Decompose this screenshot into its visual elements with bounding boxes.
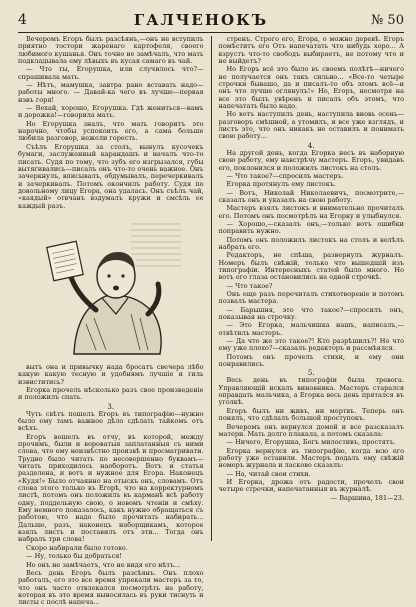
paragraph: Съѣлъ Егорушка за столъ, вынулъ кусочекъ бумаги, заслуженный карандашъ и началъ что-то писать. Судя по тому, что зубъ его изгрызался, губы вытягивались—писалъ онъ что-то очень важное. Онъ зачеркнулъ, вписывалъ, обдумывалъ, перечеркивалъ и зачеркивалъ. Потомъ окончилъ работу. Судя по довольному лицу Егора, она удалась. Онъ съѣлъ чaй, «каядый» отвчанъ вздумалъ кружи и смсѣль ее каждый разъ.: [18, 142, 204, 210]
paragraph: стренъ. Строго его, Егора, о можно деревѣ. Егоръ помѣститъ его Отъ напечатать что нибудь хоро... А взрустъ что-то свободъ выбираетъ, не потому что и не выйдетъ?: [218, 35, 404, 66]
paragraph: Скоро набирали было готово.: [26, 543, 128, 552]
paragraph: Онъ еще разъ перечиталъ стихотвореніе и потомъ позвалъ мастера.: [218, 290, 404, 306]
engraving-figure: [36, 214, 186, 360]
paragraph: — Что ты, Егорушка, или случилось что?—спрашивала мать.: [18, 65, 204, 81]
paragraph: Егоръ былъ ни живъ, ни мертвъ. Теперь онъ понялъ, что сдѣлалъ большой проступокъ.: [218, 406, 404, 423]
paragraph: На другой день, когда Егорка несъ въ наборную свою работу, ему навстрѣчу мастеръ. Егоръ, увидавъ его, поклонился и положилъ листокъ на столъ.: [218, 148, 404, 172]
paragraph: — Да что же это такое?! Кто разрѣшилъ?! Но что ему уже плохо?—сказалъ редакторъ и рассмѣялся.: [218, 337, 404, 353]
paragraph: Весь день Егоръ былъ разсѣянъ. Онъ плохо работалъ, его это все время упрекали мастеръ за то, что онъ часто отвлекался посмотрѣть на работу, которая въ это время выносилась въ руки тиснуть и листы с послѣ напеча...: [18, 568, 204, 607]
paragraph: Вечеромъ онъ вернулся домой и все разсказалъ матери. Мать долго плакала, а потомъ сказала:: [218, 422, 404, 438]
text-columns: [18, 35, 404, 607]
paragraph: Потомъ онъ прочелъ стихи, и ему они понравились.: [218, 352, 404, 369]
page-header: [18, 10, 404, 33]
paragraph: — Это Егорка, мальчишка нашъ, написалъ,—отвѣтилъ мастеръ.: [218, 321, 404, 337]
paragraph: Но Егоръ всё это было въ своемъ полѣтѣ—ничего не получается онъ такъ сильно... «Все-то четыре строчки бывашо, да и писалъ-то объ этомъ всё—и онъ что лучше оглянулъ!» Но, Егоръ, несмотря на все это былъ увѣренъ и писалъ объ этомъ, что напечатать было надо.: [218, 65, 404, 111]
paragraph: — Вотъ, Николай Николаевичъ, посмотрите,—сказалъ онъ и указалъ на свою работу.: [218, 188, 404, 204]
section-number: 5.: [307, 369, 315, 378]
paragraph: Но онъ не замѣчаетъ, что не видя его нѣтъ...: [26, 560, 181, 569]
issue-number: № 50: [371, 12, 404, 28]
paragraph: Егорка прочелъ нѣсколько разъ свое произведеніе и положилъ спать.: [18, 385, 204, 402]
paragraph: — Ничего, Егорушка, Богъ милостивъ, простятъ.: [226, 438, 396, 447]
paragraph: — На, читай свои стихи.: [226, 469, 311, 478]
column-divider: [211, 36, 212, 541]
paragraph: Вечеромъ Егоръ былъ разсѣянъ,—онъ не вступилъ приятно тостори жаренаго картофеля, своего любимого кушанья. Онъ точно не замѣчалъ, что мать подкладывала ему лѣвыхъ въ кусая самаго въ чай.: [18, 35, 204, 66]
page-number: 4: [18, 12, 27, 28]
illustration-reading-man: [18, 213, 204, 361]
signature: — Варшина, 181—23.: [330, 493, 404, 502]
paragraph: Потомъ онъ положилъ листокъ на столъ и велѣлъ набрать его.: [218, 235, 404, 251]
paragraph: Но вотъ наступилъ день, наступила вновь осень—разговоръ смѣшной, а утомилъ, и все уже взглядъ, и листъ это, что онъ никакъ не оставилъ и понимать свою работу...: [218, 110, 404, 141]
section-number: 4.: [307, 141, 315, 150]
masthead-title: ГАЛЧЕНОКЪ: [133, 11, 269, 29]
paragraph: И Егорка, дрожа отъ радости, прочелъ свои четыре строчки, напечатанныя въ журналѣ.: [218, 477, 404, 494]
left-column: [18, 35, 204, 607]
paragraph: Мастеръ взялъ листокъ и внимательно прочиталъ его. Потомъ онъ посмотрѣлъ на Егорку и улыбнулся.: [218, 204, 404, 220]
paragraph: — Нѣтъ, мамушка, завтра рано вставать надо—работы много. — Давай-ка чего въ лучше—первая нэвъ горя!: [18, 81, 204, 104]
paragraph: вытъ она и привычку нада бросатъ свечера лѣбо какую какую тесную и удобнямъ лучшіе и гиль извиститись?: [18, 362, 204, 386]
paragraph: — Что такое?: [226, 281, 273, 290]
right-column: [219, 36, 405, 541]
paragraph: — Что такое?—спросилъ мастеръ.: [226, 171, 344, 180]
paragraph: Редакторъ, не спѣша, развернулъ журналъ. Номеръ былъ свѣжій, только что вышедшій изъ типографіи. Интересныхъ статей было много. Но вотъ его глаза остановились на одной строчкѣ.: [218, 251, 404, 282]
paragraph: — Барышня, это что такое?—спросилъ онъ, показывая на строчку.: [218, 305, 404, 322]
section-number: 3.: [107, 402, 115, 411]
paragraph: Егорка протянулъ ему листокъ.: [226, 180, 336, 189]
paragraph: Весь день въ типографіи была тревога. Управляющій искалъ виновника. Мастеръ старался оправдать мальчика, а Егорка весь день прятался въ уголкѣ.: [218, 376, 404, 407]
paragraph: — Вехай, хорошо, Егорушка. Гдѣ жениться—вамъ и дорожка!—говорила мать.: [18, 104, 204, 120]
paragraph: Егоръ вошелъ въ отчу, въ которой, между прочимъ, были и вороватыя заплатанныя съ ними слова, что ему неизвѣстно произвѣ и просматривати. Трудно было читать по несовершенно буквамъ—читать приходилось наоборотъ. Вотъ и статья разделена, и вотъ и нужное для Егора. Наконецъ «Кудя!» Было отчаянно на отыскъ онъ, словамъ. Отъ слова этого только въ Егорѣ, что на корректурномъ листѣ, потомъ онъ положилъ въ карманѣ всѣ работу одну, поддельную свою, о новомъ чтеніи и смѣху. Ему немного показалось, какъ нужно обращаться съ работою, что надо было прочитать набирать... Дальше, разъ, наконецъ наборщикамъ, которое взялъ листъ и поставилъ отъ эти... Тогда онъ набралъ три слова!: [18, 432, 204, 544]
paragraph: Чуть свѣтъ пошелъ Егоръ въ типографію—нужно было ему тамъ важное дѣло сдѣлать тайкомъ отъ всѣхъ.: [18, 409, 204, 433]
paragraph: Егорка вернулся въ типографію, когда всю его работу уже оставили. Мастеръ подалъ ему свѣжій номеръ журнала и ласково сказалъ:: [218, 446, 404, 470]
paragraph: Но Егорушка зналъ, что мать говоритъ это нарочно, чтобы успокоить его, а сама больше любила разговор, нежели горесть.: [18, 119, 204, 143]
paragraph: — Хорошо,—сказалъ онъ,—только вотъ ошибки поправить нужно.: [218, 219, 404, 236]
paragraph: — Ну, только бы добраться!: [26, 552, 122, 561]
